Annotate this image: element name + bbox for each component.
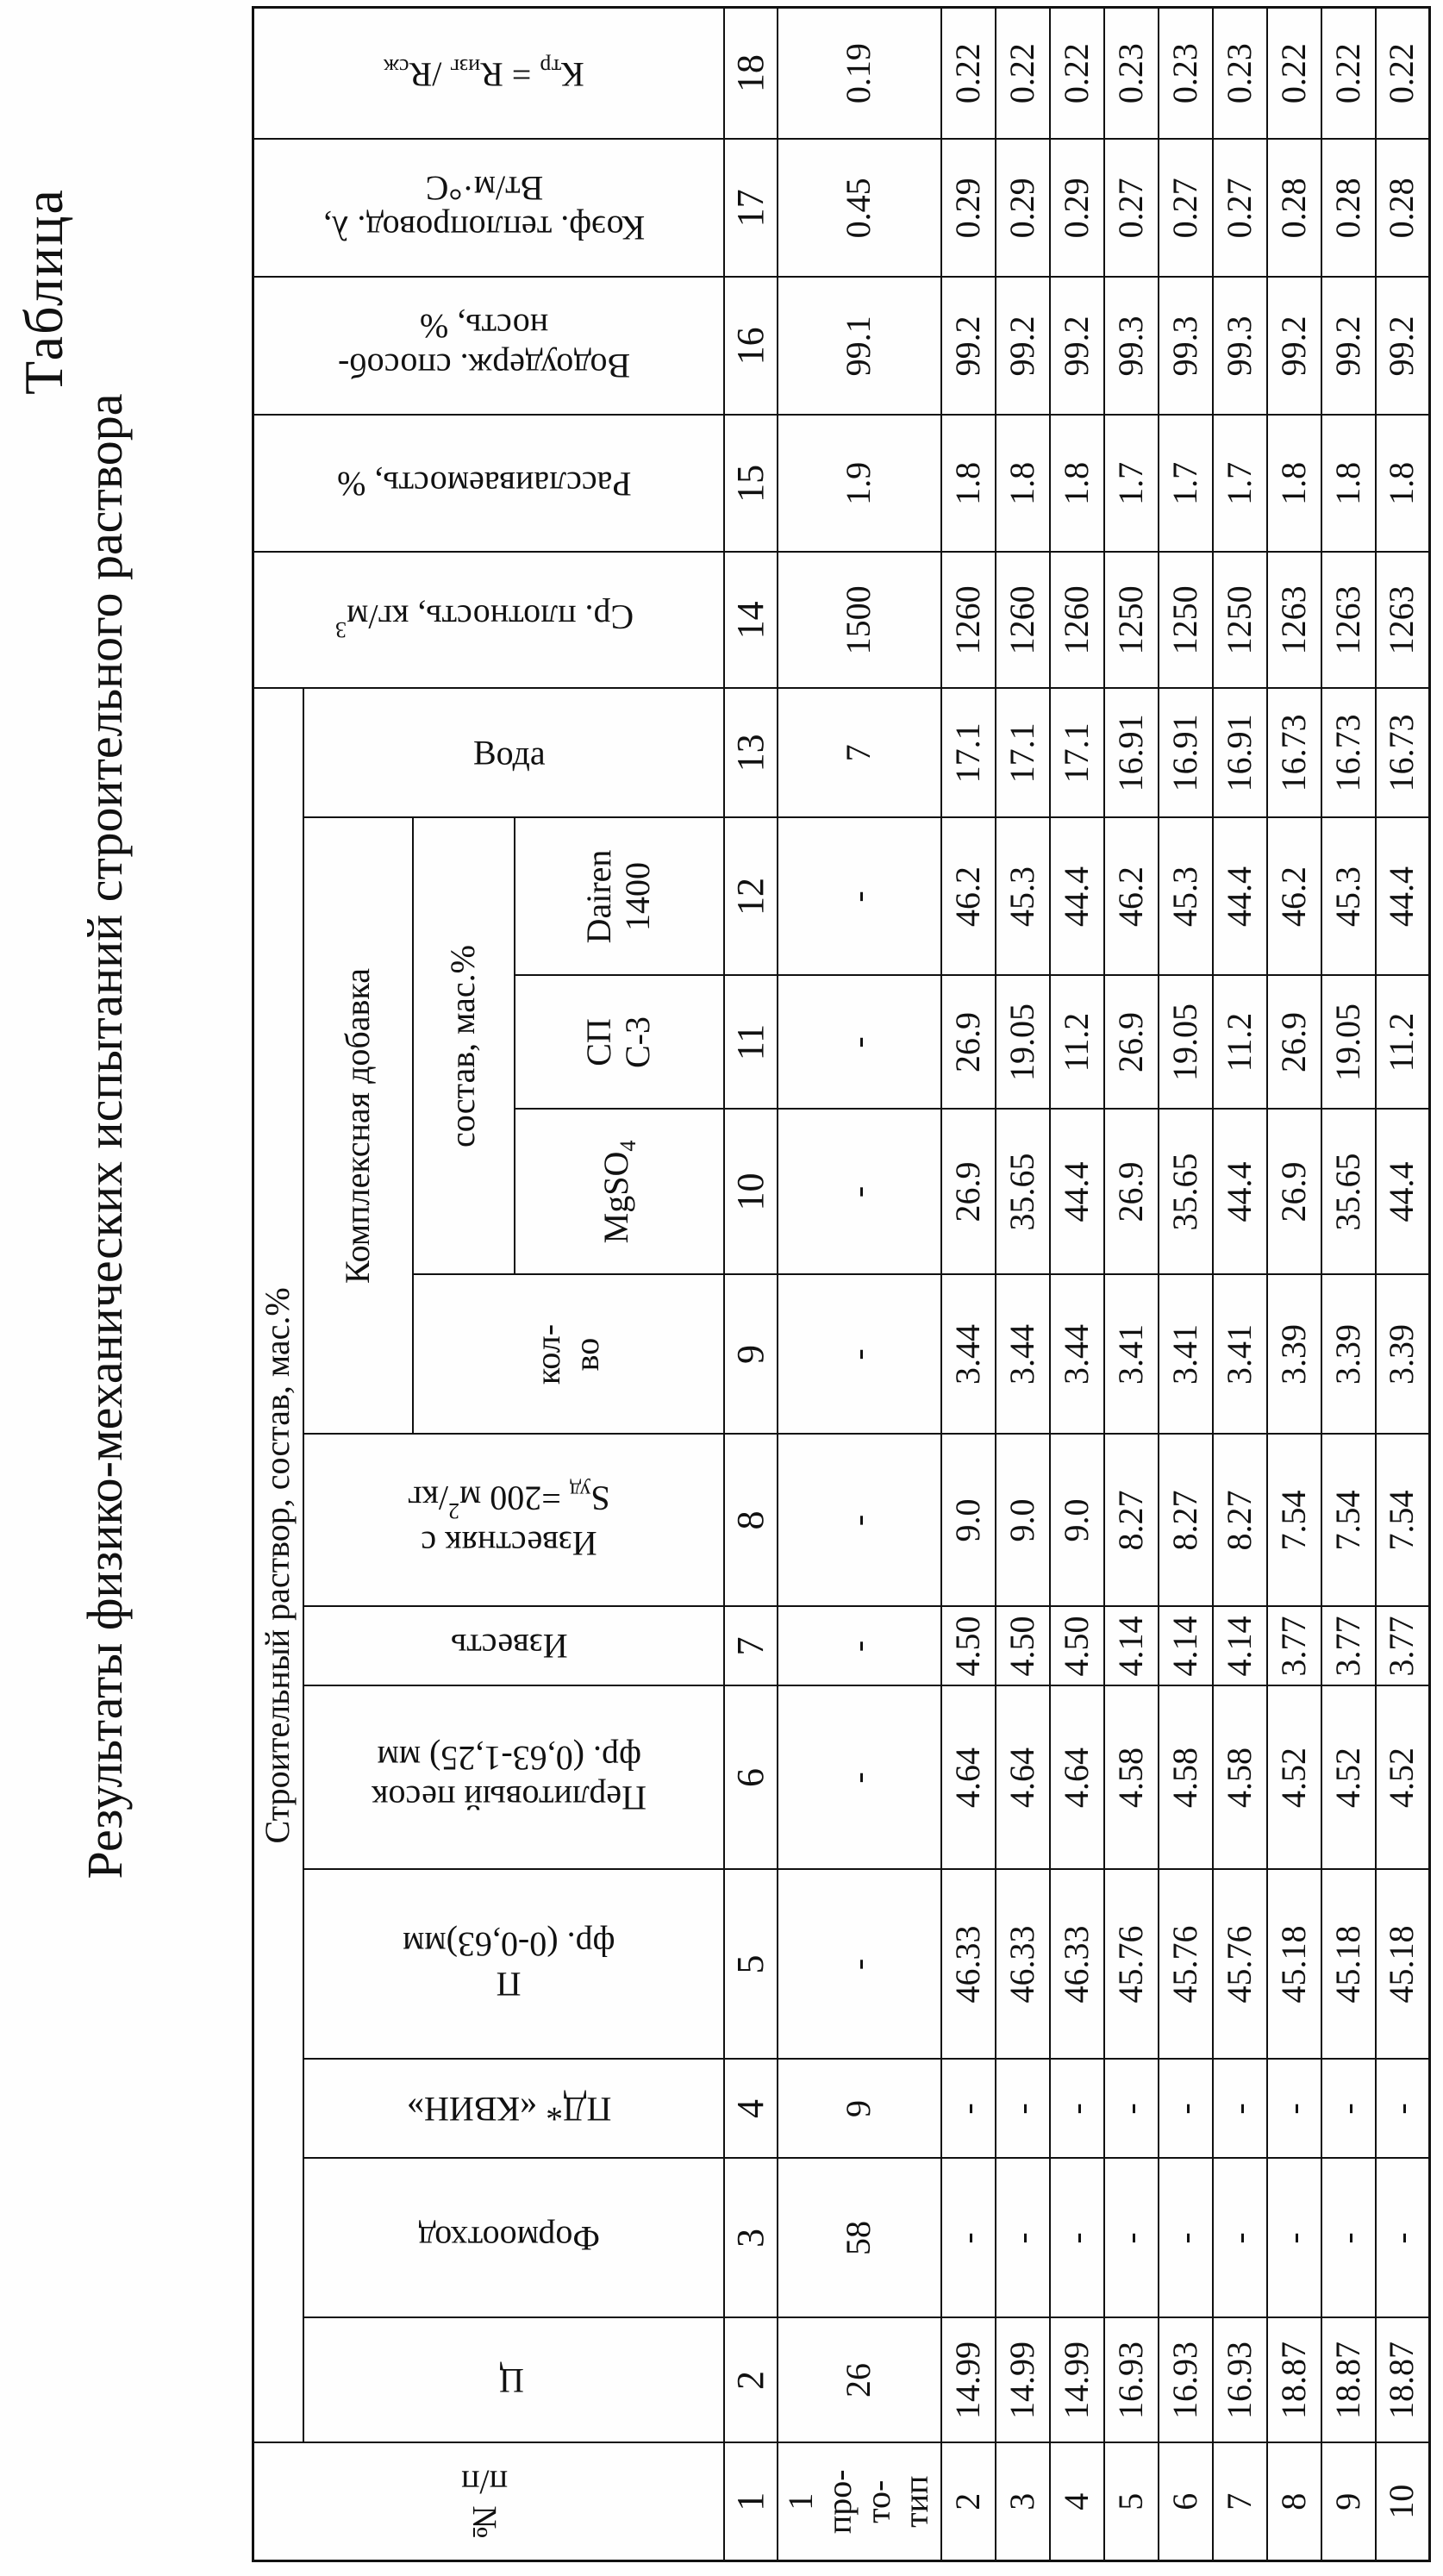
- table-cell: 3.44: [996, 1275, 1050, 1435]
- header-cell-dairen: Dairen 1400: [515, 818, 724, 976]
- header-label-segregation: Расслаиваемость, %: [337, 464, 632, 503]
- table-cell: 3.41: [1104, 1275, 1159, 1435]
- header-cell-no: [253, 2443, 724, 2561]
- table-cell: 0.22: [996, 7, 1050, 139]
- table-cell: 1260: [941, 552, 996, 688]
- table-cell: 35.65: [1159, 1110, 1213, 1275]
- table-cell: 99.2: [1050, 277, 1104, 415]
- column-number: 6: [724, 1686, 778, 1870]
- table-cell: 1.8: [1321, 415, 1376, 552]
- table-cell: 1260: [1050, 552, 1104, 688]
- row-number-cell: 10: [1376, 2443, 1430, 2561]
- column-number: 12: [724, 818, 778, 976]
- table-cell: 1.7: [1213, 415, 1267, 552]
- table-cell: 0.23: [1159, 7, 1213, 139]
- header-label-thermal: Коэф. теплопровод. λ, Вт/м·°С: [323, 169, 646, 248]
- table-cell: 44.4: [1213, 1110, 1267, 1275]
- table-cell: 26.9: [1104, 976, 1159, 1110]
- table-cell: 0.27: [1104, 139, 1159, 277]
- table-cell: 4.52: [1321, 1686, 1376, 1870]
- header-label-ktr: $К_{тр} = R_{изг}$ $/R_{сж}$: [384, 53, 585, 94]
- table-cell: 3.44: [941, 1275, 996, 1435]
- table-cell: 0.28: [1376, 139, 1430, 277]
- table-body: [778, 7, 1430, 2560]
- table-cell: 17.1: [1050, 688, 1104, 817]
- column-number-row: [724, 7, 778, 2560]
- header-cell-p-fraction: [303, 1870, 724, 2060]
- header-label-pd-kvin: ПД* «КВИН»: [406, 2090, 612, 2129]
- table-cell: 1.9: [778, 415, 941, 552]
- table-cell: 11.2: [1213, 976, 1267, 1110]
- table-cell: 99.3: [1213, 277, 1267, 415]
- header-cell-thermal: [253, 139, 724, 277]
- table-cell: 3.44: [1050, 1275, 1104, 1435]
- header-label-no: № п/п: [460, 2462, 508, 2542]
- table-cell: 8.27: [1213, 1435, 1267, 1607]
- table-row: [941, 7, 996, 2560]
- table-cell: 4.52: [1376, 1686, 1430, 1870]
- header-cell-segregation: [253, 415, 724, 552]
- table-row: [1321, 7, 1376, 2560]
- table-cell: 3.39: [1267, 1275, 1321, 1435]
- table-cell: -: [996, 2159, 1050, 2318]
- header-cell-sp-c3: СП С-3: [515, 976, 724, 1110]
- table-cell: 44.4: [1376, 818, 1430, 976]
- table-cell: 16.73: [1321, 688, 1376, 817]
- table-cell: 4.64: [996, 1686, 1050, 1870]
- header-cell-density: [253, 552, 724, 688]
- table-cell: 45.3: [1159, 818, 1213, 976]
- column-number: 1: [724, 2443, 778, 2561]
- row-number-cell: 2: [941, 2443, 996, 2561]
- table-cell: 4.64: [941, 1686, 996, 1870]
- table-cell: -: [1321, 2159, 1376, 2318]
- table-cell: 8.27: [1104, 1435, 1159, 1607]
- table-cell: 9: [778, 2060, 941, 2159]
- table-cell: 19.05: [1159, 976, 1213, 1110]
- table-cell: 0.23: [1104, 7, 1159, 139]
- table-cell: 4.50: [941, 1607, 996, 1686]
- table-cell: 99.3: [1159, 277, 1213, 415]
- table-cell: 46.2: [1104, 818, 1159, 976]
- table-corner-label: Таблица: [13, 188, 74, 395]
- table-cell: 14.99: [941, 2318, 996, 2443]
- table-cell: -: [1376, 2159, 1430, 2318]
- table-cell: 17.1: [996, 688, 1050, 817]
- table-cell: 0.29: [996, 139, 1050, 277]
- table-cell: 8.27: [1159, 1435, 1213, 1607]
- table-cell: -: [941, 2060, 996, 2159]
- table-cell: 3.39: [1321, 1275, 1376, 1435]
- column-number: 9: [724, 1275, 778, 1435]
- table-cell: 3.39: [1376, 1275, 1430, 1435]
- table-cell: 0.19: [778, 7, 941, 139]
- table-row: [1213, 7, 1267, 2560]
- table-cell: 26.9: [941, 976, 996, 1110]
- table-cell: 1263: [1376, 552, 1430, 688]
- table-cell: 1250: [1159, 552, 1213, 688]
- table-cell: 1.8: [941, 415, 996, 552]
- table-cell: -: [1104, 2060, 1159, 2159]
- table-cell: 0.23: [1213, 7, 1267, 139]
- table-row: [1104, 7, 1159, 2560]
- table-cell: 11.2: [1376, 976, 1430, 1110]
- table-cell: 26.9: [1267, 1110, 1321, 1275]
- table-cell: 7: [778, 688, 941, 817]
- table-cell: 0.29: [1050, 139, 1104, 277]
- row-number-cell: 7: [1213, 2443, 1267, 2561]
- table-cell: -: [1321, 2060, 1376, 2159]
- header-label-mgso4: MgSO$_4$: [596, 1140, 640, 1244]
- table-row: [1050, 7, 1104, 2560]
- table-cell: 4.64: [1050, 1686, 1104, 1870]
- table-cell: 17.1: [941, 688, 996, 817]
- header-label-p-fraction: П фр. (0-0,63)мм: [403, 1925, 615, 2004]
- table-cell: 26.9: [1104, 1110, 1159, 1275]
- table-cell: 11.2: [1050, 976, 1104, 1110]
- column-number: 2: [724, 2318, 778, 2443]
- table-row: [1159, 7, 1213, 2560]
- column-number: 7: [724, 1607, 778, 1686]
- table-cell: -: [778, 1275, 941, 1435]
- header-row-umbrella: [253, 7, 303, 2560]
- column-number: 16: [724, 277, 778, 415]
- table-cell: -: [1050, 2159, 1104, 2318]
- column-number: 10: [724, 1110, 778, 1275]
- table-cell: 9.0: [1050, 1435, 1104, 1607]
- table-cell: 19.05: [1321, 976, 1376, 1110]
- table-cell: 0.45: [778, 139, 941, 277]
- table-cell: 45.3: [1321, 818, 1376, 976]
- header-cell-quantity: кол- во: [413, 1275, 724, 1435]
- table-cell: 16.91: [1159, 688, 1213, 817]
- table-cell: 26.9: [1267, 976, 1321, 1110]
- table-cell: 7.54: [1376, 1435, 1430, 1607]
- header-cell-formootkhod: [303, 2159, 724, 2318]
- table-cell: 14.99: [1050, 2318, 1104, 2443]
- row-number-cell: 4: [1050, 2443, 1104, 2561]
- table-cell: 99.2: [1321, 277, 1376, 415]
- table-cell: 58: [778, 2159, 941, 2318]
- column-number: 4: [724, 2060, 778, 2159]
- column-number: 14: [724, 552, 778, 688]
- table-row: [1267, 7, 1321, 2560]
- header-label-water-retention: Водоудерж. способ- ность, %: [338, 307, 631, 386]
- table-cell: 35.65: [996, 1110, 1050, 1275]
- table-cell: 4.58: [1159, 1686, 1213, 1870]
- header-cell-mgso4: [515, 1110, 724, 1275]
- header-cell-complex-additive: Комплексная добавка: [303, 818, 413, 1435]
- table-row: [1376, 7, 1430, 2560]
- table-cell: 0.28: [1267, 139, 1321, 277]
- column-number: 17: [724, 139, 778, 277]
- table-cell: 99.1: [778, 277, 941, 415]
- column-number: 3: [724, 2159, 778, 2318]
- table-cell: 18.87: [1267, 2318, 1321, 2443]
- header-cell-water-retention: [253, 277, 724, 415]
- table-cell: 99.3: [1104, 277, 1159, 415]
- table-cell: 9.0: [941, 1435, 996, 1607]
- header-label-cement: Ц: [499, 2361, 525, 2400]
- table-cell: 4.14: [1104, 1607, 1159, 1686]
- table-cell: 3.41: [1213, 1275, 1267, 1435]
- table-cell: -: [941, 2159, 996, 2318]
- header-cell-composition: состав, мас.%: [413, 818, 515, 1275]
- column-number: 11: [724, 976, 778, 1110]
- header-cell-water: [303, 688, 724, 817]
- table-cell: 45.3: [996, 818, 1050, 976]
- table-cell: -: [778, 1686, 941, 1870]
- table-cell: 44.4: [1376, 1110, 1430, 1275]
- table-cell: 0.27: [1159, 139, 1213, 277]
- table-cell: 99.2: [1376, 277, 1430, 415]
- table-cell: 1.7: [1159, 415, 1213, 552]
- table-cell: 16.91: [1213, 688, 1267, 817]
- column-number: 5: [724, 1870, 778, 2060]
- header-label-lime: Известь: [450, 1627, 568, 1666]
- table-cell: -: [778, 1870, 941, 2060]
- table-cell: 14.99: [996, 2318, 1050, 2443]
- table-cell: 45.76: [1159, 1870, 1213, 2060]
- table-cell: -: [1267, 2159, 1321, 2318]
- table-cell: 3.77: [1321, 1607, 1376, 1686]
- table-cell: 16.93: [1104, 2318, 1159, 2443]
- table-cell: -: [778, 1607, 941, 1686]
- table-cell: 0.29: [941, 139, 996, 277]
- table-cell: 7.54: [1321, 1435, 1376, 1607]
- table-cell: 0.22: [1321, 7, 1376, 139]
- header-label-water: Вода: [472, 733, 546, 772]
- table-cell: 46.33: [1050, 1870, 1104, 2060]
- table-cell: -: [1213, 2159, 1267, 2318]
- table-cell: 1.7: [1104, 415, 1159, 552]
- table-cell: -: [1104, 2159, 1159, 2318]
- prototype-row: [778, 7, 941, 2560]
- table-cell: -: [778, 1110, 941, 1275]
- table-cell: 1263: [1267, 552, 1321, 688]
- header-label-formootkhod: Формоотход: [418, 2219, 601, 2258]
- table-cell: -: [778, 818, 941, 976]
- column-number: 13: [724, 688, 778, 817]
- table-cell: 0.27: [1213, 139, 1267, 277]
- table-cell: 4.52: [1267, 1686, 1321, 1870]
- row-number-cell: 6: [1159, 2443, 1213, 2561]
- table-cell: 99.2: [941, 277, 996, 415]
- table-cell: 0.22: [1050, 7, 1104, 139]
- table-cell: 4.58: [1104, 1686, 1159, 1870]
- table-cell: 45.18: [1321, 1870, 1376, 2060]
- table-cell: 7.54: [1267, 1435, 1321, 1607]
- row-number-cell: 5: [1104, 2443, 1159, 2561]
- table-cell: 3.77: [1376, 1607, 1430, 1686]
- table-cell: 99.2: [996, 277, 1050, 415]
- row-number-cell: 9: [1321, 2443, 1376, 2561]
- table-cell: 4.58: [1213, 1686, 1267, 1870]
- row-number-cell: 8: [1267, 2443, 1321, 2561]
- header-label-density: Ср. плотность, $кг/м^3$: [334, 598, 634, 643]
- table-cell: 16.73: [1267, 688, 1321, 817]
- table-cell: 1263: [1321, 552, 1376, 688]
- table-cell: 46.33: [996, 1870, 1050, 2060]
- document-title: Результаты физико-механических испытаний строительного раствора: [77, 393, 133, 1879]
- table-cell: -: [778, 1435, 941, 1607]
- table-cell: 18.87: [1376, 2318, 1430, 2443]
- table-cell: 44.4: [1050, 818, 1104, 976]
- table-cell: 26: [778, 2318, 941, 2443]
- row-number-cell: 3: [996, 2443, 1050, 2561]
- table-cell: 1.8: [996, 415, 1050, 552]
- header-label-perlite-sand: Перлитовый песок фр. (0,63-1,25) мм: [372, 1739, 647, 1817]
- table-cell: 16.93: [1159, 2318, 1213, 2443]
- table-cell: -: [1159, 2060, 1213, 2159]
- table-cell: 3.77: [1267, 1607, 1321, 1686]
- header-cell-limestone: [303, 1435, 724, 1607]
- table-cell: 4.50: [1050, 1607, 1104, 1686]
- table-cell: 35.65: [1321, 1110, 1376, 1275]
- table-cell: 16.93: [1213, 2318, 1267, 2443]
- column-number: 18: [724, 7, 778, 139]
- header-cell-pd-kvin: [303, 2060, 724, 2159]
- table-cell: 45.18: [1267, 1870, 1321, 2060]
- table-cell: 1250: [1104, 552, 1159, 688]
- table-cell: 16.73: [1376, 688, 1430, 817]
- table-cell: 1250: [1213, 552, 1267, 688]
- table-cell: 3.41: [1159, 1275, 1213, 1435]
- table-row: [996, 7, 1050, 2560]
- header-cell-umbrella: Строительный раствор, состав, мас.%: [253, 688, 303, 2442]
- table-cell: 19.05: [996, 976, 1050, 1110]
- table-cell: 0.22: [1267, 7, 1321, 139]
- table-cell: -: [1213, 2060, 1267, 2159]
- header-label-limestone: Известняк с $S_{уд} =200$ $м^2/кг$: [408, 1478, 610, 1564]
- table-cell: 26.9: [941, 1110, 996, 1275]
- table-cell: 46.33: [941, 1870, 996, 2060]
- table-cell: 46.2: [1267, 818, 1321, 976]
- column-number: 8: [724, 1435, 778, 1607]
- table-cell: 4.14: [1213, 1607, 1267, 1686]
- table-cell: -: [1050, 2060, 1104, 2159]
- table-cell: 1.8: [1376, 415, 1430, 552]
- table-cell: 1500: [778, 552, 941, 688]
- table-cell: -: [778, 976, 941, 1110]
- table-cell: 1260: [996, 552, 1050, 688]
- table-cell: 1.8: [1050, 415, 1104, 552]
- table-cell: 44.4: [1050, 1110, 1104, 1275]
- table-cell: 4.50: [996, 1607, 1050, 1686]
- column-number: 15: [724, 415, 778, 552]
- row-number-cell: 1 про- то- тип: [778, 2443, 941, 2561]
- table-cell: 9.0: [996, 1435, 1050, 1607]
- header-cell-lime: [303, 1607, 724, 1686]
- table-cell: 16.91: [1104, 688, 1159, 817]
- table-cell: 0.28: [1321, 139, 1376, 277]
- table-cell: 46.2: [941, 818, 996, 976]
- results-table: [252, 6, 1431, 2562]
- table-cell: 18.87: [1321, 2318, 1376, 2443]
- table-cell: 45.76: [1213, 1870, 1267, 2060]
- header-cell-perlite-sand: [303, 1686, 724, 1870]
- table-cell: 4.14: [1159, 1607, 1213, 1686]
- table-cell: 45.76: [1104, 1870, 1159, 2060]
- table-cell: 44.4: [1213, 818, 1267, 976]
- table-cell: 0.22: [1376, 7, 1430, 139]
- table-cell: 1.8: [1267, 415, 1321, 552]
- table-cell: -: [1159, 2159, 1213, 2318]
- table-cell: -: [1376, 2060, 1430, 2159]
- header-cell-ktr: [253, 7, 724, 139]
- table-cell: -: [996, 2060, 1050, 2159]
- table-cell: 0.22: [941, 7, 996, 139]
- table-header: [253, 7, 778, 2560]
- table-cell: 99.2: [1267, 277, 1321, 415]
- table-cell: -: [1267, 2060, 1321, 2159]
- header-cell-cement: [303, 2318, 724, 2443]
- table-cell: 45.18: [1376, 1870, 1430, 2060]
